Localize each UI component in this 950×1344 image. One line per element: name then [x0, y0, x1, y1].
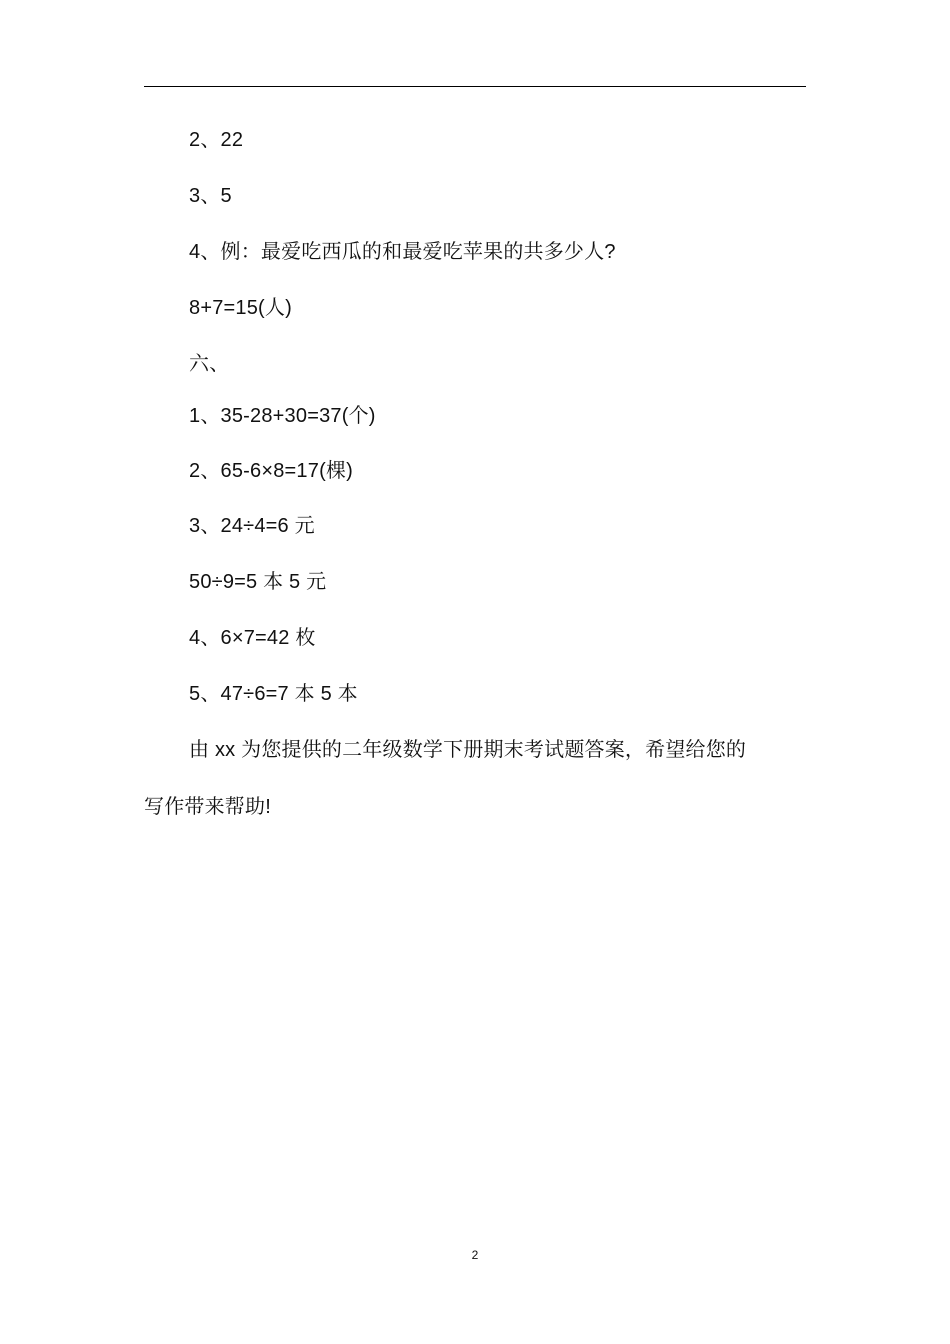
answer-line-six-5: 5、47÷6=7 本 5 本: [189, 683, 358, 705]
answer-line-six-3b: 50÷9=5 本 5 元: [189, 571, 327, 593]
answer-line-2-22: 2、22: [189, 129, 244, 151]
answer-line-3-5: 3、5: [189, 185, 232, 207]
answer-line-six-3: 3、24÷4=6 元: [189, 515, 315, 537]
answer-line-4-example: 4、例：最爱吃西瓜的和最爱吃苹果的共多少人?: [189, 241, 616, 263]
closing-line-1: 由 xx 为您提供的二年级数学下册期末考试题答案，希望给您的: [189, 739, 747, 761]
answer-line-equation: 8+7=15(人): [189, 297, 292, 319]
page-number: 2: [471, 1248, 479, 1262]
closing-line-2: 写作带来帮助!: [144, 796, 271, 818]
answer-line-six-1: 1、35-28+30=37(个): [189, 405, 376, 427]
answer-line-six-2: 2、65-6×8=17(棵): [189, 460, 354, 482]
answer-line-six-4: 4、6×7=42 枚: [189, 627, 316, 649]
section-heading-six: 六、: [189, 353, 230, 375]
header-rule: [144, 86, 806, 87]
